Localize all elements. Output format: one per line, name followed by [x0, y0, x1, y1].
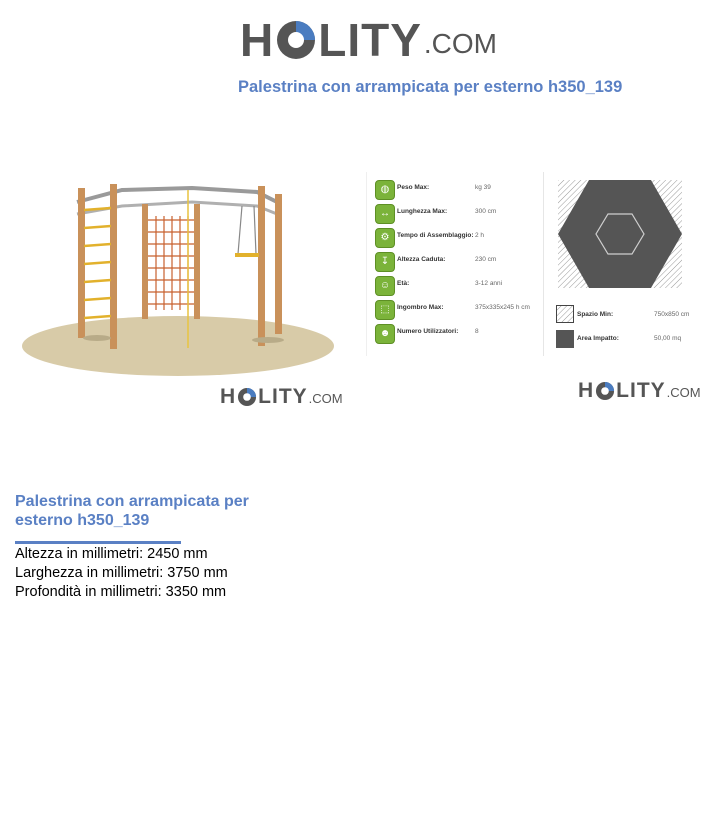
spec-value: 375x335x245 h cm [475, 304, 530, 311]
logo-domain: .COM [666, 385, 701, 400]
spec-label: Numero Utilizzatori: [397, 328, 459, 335]
dimension-height: Altezza in millimetri: 2450 mm [15, 546, 208, 562]
users-icon: ☻ [375, 324, 395, 344]
spec-label: Lunghezza Max: [397, 208, 448, 215]
spec-value: 230 cm [475, 256, 497, 263]
spec-value: 3-12 anni [475, 280, 503, 287]
spec-row-length [375, 204, 541, 224]
logo-letters-lity: LITY [258, 385, 308, 408]
spec-value: 2 h [475, 232, 485, 239]
spec-label: Altezza Caduta: [397, 256, 446, 263]
spec-label: Peso Max: [397, 184, 430, 191]
logo-domain: .COM [423, 28, 498, 59]
logo-o-icon [237, 387, 257, 407]
logo-letter-h: H [220, 385, 237, 408]
hatch-legend-icon [556, 305, 574, 323]
logo-domain: .COM [308, 391, 343, 406]
spec-row-assembly [375, 228, 541, 248]
space-diagram-panel [550, 172, 700, 362]
impact-area-value: 50,00 mq [654, 335, 682, 342]
assembly-time-icon: ⚙ [375, 228, 395, 248]
spec-label: Ingombro Max: [397, 304, 444, 311]
impact-area-label: Area Impatto: [577, 335, 619, 342]
logo-letter-h: H [578, 379, 595, 402]
playground-illustration [22, 180, 342, 380]
heading-divider [15, 541, 181, 544]
spec-row-weight [375, 180, 541, 200]
holity-logo-small [578, 376, 701, 406]
space-min-label: Spazio Min: [577, 311, 614, 318]
logo-letters-lity: LITY [318, 14, 422, 66]
spec-table [366, 172, 544, 356]
dimension-width: Larghezza in millimetri: 3750 mm [15, 565, 228, 581]
spec-row-fall-height [375, 252, 541, 272]
logo-letter-h: H [240, 14, 275, 66]
spec-row-footprint [375, 300, 541, 320]
spec-value: kg 39 [475, 184, 491, 191]
spec-label: Tempo di Assemblaggio: [397, 232, 474, 239]
holity-logo-small [220, 382, 343, 412]
footprint-icon: ⬚ [375, 300, 395, 320]
space-min-value: 750x850 cm [654, 311, 690, 318]
length-icon: ↔ [375, 204, 395, 224]
fall-height-icon: ↧ [375, 252, 395, 272]
spec-value: 8 [475, 328, 479, 335]
holity-logo [240, 12, 497, 68]
dimension-depth: Profondità in millimetri: 3350 mm [15, 584, 227, 600]
spec-row-age [375, 276, 541, 296]
weight-icon: ◍ [375, 180, 395, 200]
impact-legend-icon [556, 330, 574, 348]
spec-label: Età: [397, 280, 410, 287]
logo-letters-lity: LITY [616, 379, 666, 402]
page-title: Palestrina con arrampicata per esterno h350_139 [238, 78, 623, 96]
product-name-heading: Palestrina con arrampicata per esterno h350_139 [15, 493, 249, 529]
logo-o-icon [595, 381, 615, 401]
impact-area-diagram [558, 180, 682, 288]
spec-value: 300 cm [475, 208, 497, 215]
spec-row-users [375, 324, 541, 344]
age-icon: ☺ [375, 276, 395, 296]
logo-o-icon [275, 19, 317, 61]
